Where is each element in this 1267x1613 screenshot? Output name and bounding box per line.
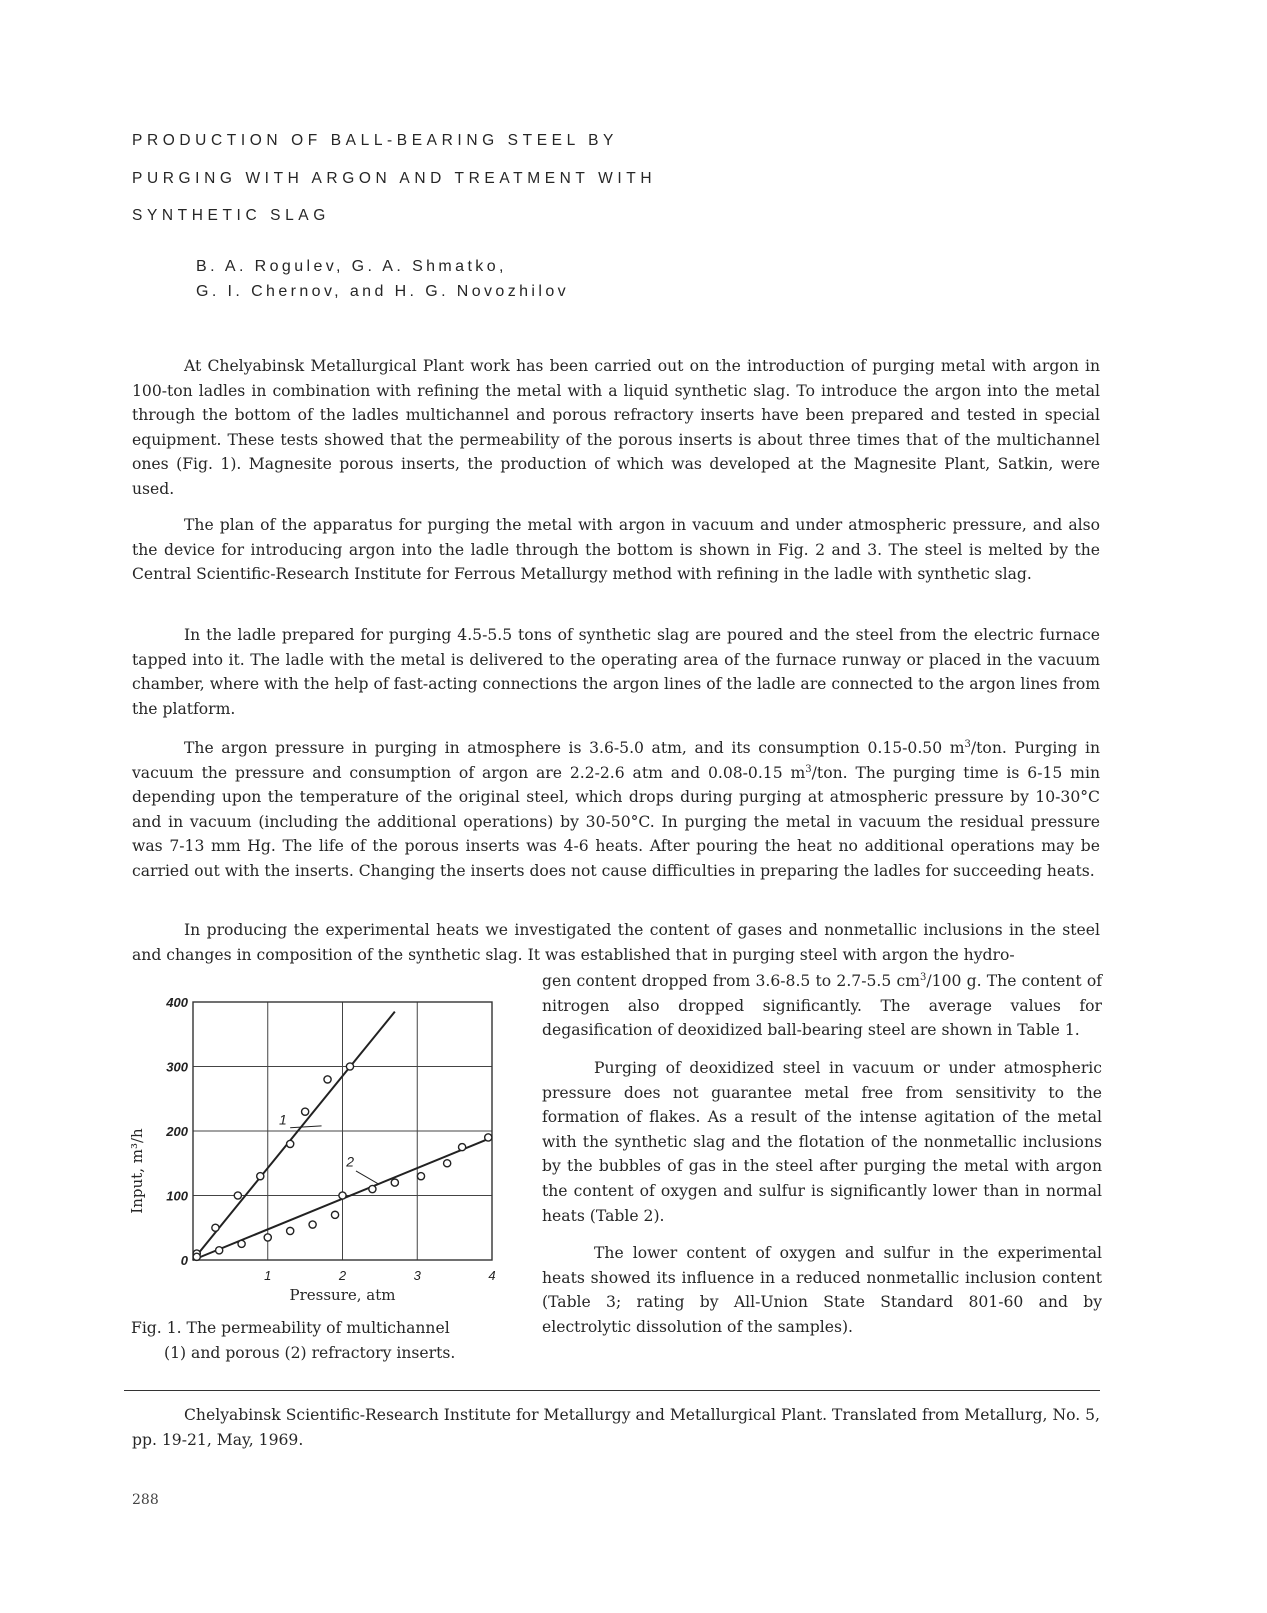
x-axis-label: Pressure, atm — [289, 1286, 396, 1304]
superscript-3: 3 — [805, 763, 812, 775]
footnote: Chelyabinsk Scientific-Research Institute for Metallurgy and Metallurgical Plant. Translated from Metallurg, No. 5, pp. 19-21, May, 1969. — [132, 1406, 1100, 1449]
series-1-point — [324, 1076, 331, 1083]
permeability-chart — [118, 992, 503, 1312]
series-2-point — [331, 1211, 338, 1218]
series-1-fit-line — [193, 1012, 395, 1260]
chart-grid — [193, 1002, 492, 1260]
series-2-point — [339, 1192, 346, 1199]
y-tick-label: 100 — [166, 1188, 188, 1204]
superscript-3: 3 — [964, 738, 971, 750]
series-2-point — [264, 1234, 271, 1241]
series-1-label: 1 — [278, 1111, 287, 1128]
x-tick-label: 1 — [264, 1268, 272, 1283]
y-tick-label: 200 — [166, 1124, 188, 1139]
paragraph-5-continued — [542, 969, 1102, 1043]
series-2-point — [459, 1144, 466, 1151]
x-tick-label: 4 — [488, 1268, 496, 1283]
paragraph-5: In producing the experimental heats we investigated the content of gases and nonmetallic inclusions in the steel and changes in composition of the synthetic slag. It was established that in purging steel with argon the hydro- — [132, 921, 1100, 964]
series-2-point — [238, 1240, 245, 1247]
x-tick-label: 3 — [413, 1268, 421, 1283]
paragraph-4 — [132, 736, 1100, 884]
author-line-1: B. A. Rogulev, G. A. Shmatko, — [196, 258, 507, 275]
figure-1 — [118, 992, 503, 1312]
series-2-label: 2 — [346, 1153, 355, 1170]
paragraph-4-part-c: /ton. The purging time is 6-15 min depending upon the temperature of the original steel, which drops during purging at atmospheric pressure by 10-30°C and in vacuum (including the additional operations) by 30-50°C. In purging the metal in vacuum the residual pressure was 7-13 mm Hg. The life of the porous inserts was 4-6 heats. After pouring the heat no additional operations may be carried out with the inserts. Changing the inserts does not cause difficulties in preparing the ladles for succeeding heats. — [132, 763, 1100, 880]
series-2-point — [193, 1253, 200, 1260]
series-1-point — [257, 1173, 264, 1180]
paragraph-5-part-b: /100 g. The content of nitrogen also dropped significantly. The average values for degasification of deoxidized ball-bearing steel are shown in Table 1. — [542, 972, 1102, 1040]
figure-caption-line-2: (1) and porous (2) refractory inserts. — [164, 1343, 456, 1362]
superscript-3: 3 — [920, 971, 927, 983]
figure-1-caption — [131, 1316, 511, 1365]
series-1-point — [234, 1192, 241, 1199]
y-axis-label: Input, m³/h — [128, 1128, 146, 1214]
figure-caption-line-1: Fig. 1. The permeability of multichannel — [131, 1319, 450, 1337]
title-line-3: SYNTHETIC SLAG — [132, 207, 330, 224]
paragraph-5-part-a: gen content dropped from 3.6-8.5 to 2.7-5.5 cm — [542, 972, 921, 990]
author-line-2: G. I. Chernov, and H. G. Novozhilov — [196, 283, 570, 300]
paragraph-6: Purging of deoxidized steel in vacuum or under atmospheric pressure does not guarantee metal free from sensitivity to the formation of flakes. As a result of the intense agitation of the metal with the synthetic slag and the flotation of the nonmetallic inclusions by the bubbles of gas in the steel after purging the metal with argon the content of oxygen and sulfur is significantly lower than in normal heats (Table 2). — [542, 1059, 1102, 1225]
series-1-point — [302, 1108, 309, 1115]
paragraph-1: At Chelyabinsk Metallurgical Plant work has been carried out on the introduction of purging metal with argon in 100-ton ladles in combination with refining the metal with a liquid synthetic slag. To introduce the argon into the metal through the bottom of the ladles multichannel and porous refractory inserts have been prepared and tested in special equipment. These tests showed that the permeability of the porous inserts is about three times that of the multichannel ones (Fig. 1). Magnesite porous inserts, the production of which was developed at the Magnesite Plant, Satkin, were used. — [132, 357, 1100, 498]
y-tick-label: 300 — [166, 1059, 188, 1075]
series-2-point — [287, 1227, 294, 1234]
chart-series-labels — [279, 1112, 378, 1184]
paragraph-4-part-b: /ton. Purging in vacuum the pressure and consumption of argon are 2.2-2.6 atm and 0.08-0.15 m — [132, 739, 1100, 782]
series-2-point — [417, 1173, 424, 1180]
paragraph-3: In the ladle prepared for purging 4.5-5.5 tons of synthetic slag are poured and the steel from the electric furnace tapped into it. The ladle with the metal is delivered to the operating area of the furnace runway or placed in the vacuum chamber, where with the help of fast-acting connections the argon lines of the ladle are connected to the argon lines from the platform. — [132, 626, 1100, 718]
series-2-leader — [356, 1171, 378, 1184]
series-2-point — [444, 1160, 451, 1167]
series-1-point — [287, 1140, 294, 1147]
series-2-point — [216, 1247, 223, 1254]
series-1-point — [212, 1224, 219, 1231]
series-1-point — [346, 1063, 353, 1070]
title-line-2: PURGING WITH ARGON AND TREATMENT WITH — [132, 170, 657, 187]
series-2-point — [391, 1179, 398, 1186]
y-tick-label: 400 — [166, 995, 188, 1010]
footnote-divider — [124, 1390, 1100, 1391]
paragraph-2: The plan of the apparatus for purging the metal with argon in vacuum and under atmospheric pressure, and also the device for introducing argon into the ladle through the bottom is shown in Fig. 2 and 3. The steel is melted by the Central Scientific-Research Institute for Ferrous Metallurgy method with refining in the ladle with synthetic slag. — [132, 516, 1100, 584]
page-number: 288 — [132, 1492, 159, 1508]
paragraph-7: The lower content of oxygen and sulfur in the experimental heats showed its influence in a reduced nonmetallic inclusion content (Table 3; rating by All-Union State Standard 801-60 and by electrolytic dissolution of the samples). — [542, 1244, 1102, 1336]
chart-ticks — [165, 995, 495, 1283]
series-1-leader — [290, 1126, 321, 1128]
series-2-point — [369, 1185, 376, 1192]
series-2-point — [309, 1221, 316, 1228]
title-line-1: PRODUCTION OF BALL-BEARING STEEL BY — [132, 132, 618, 149]
x-tick-label: 2 — [338, 1268, 347, 1283]
series-2-point — [485, 1134, 492, 1141]
y-tick-label: 0 — [180, 1253, 188, 1268]
paragraph-4-part-a: The argon pressure in purging in atmosphere is 3.6-5.0 atm, and its consumption 0.15-0.50 m — [184, 739, 965, 757]
